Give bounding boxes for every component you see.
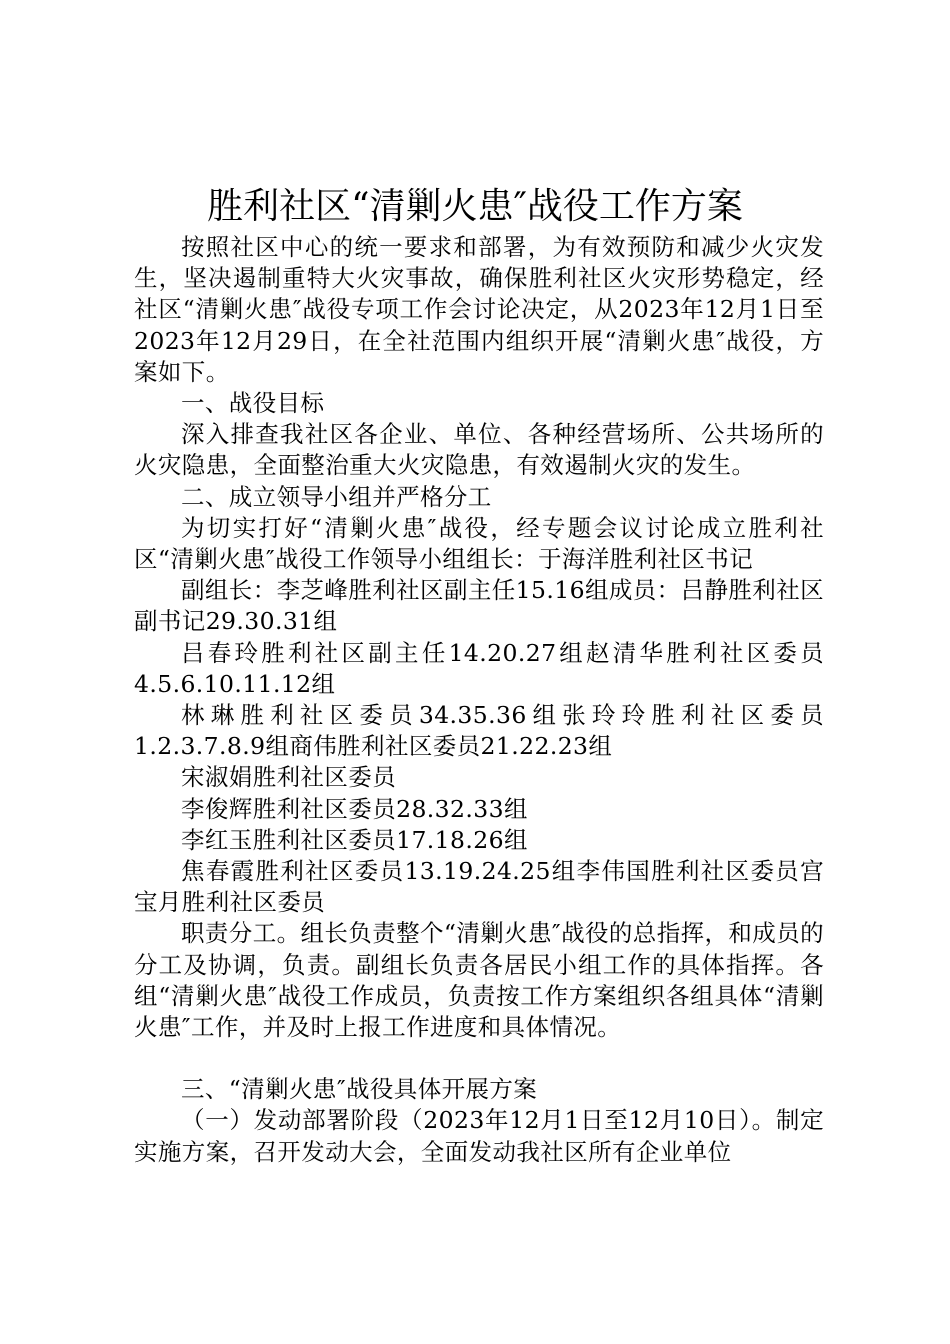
- paragraph-member-list: 李红玉胜利社区委员17.18.26组: [181, 825, 528, 854]
- paragraph-member-list: 焦春霞胜利社区委员13.19.24.25组李伟国胜利社区委员宫宝月胜利社区委员: [134, 857, 824, 917]
- paragraph-goal: 深入排查我社区各企业、单位、各种经营场所、公共场所的火灾隐患，全面整治重大火灾隐患，有效遏制火灾的发生。: [134, 420, 824, 480]
- paragraph-member-list: 林琳胜利社区委员34.35.36组张玲玲胜利社区委员1.2.3.7.8.9组商伟胜利社区委员21.22.23组: [134, 701, 824, 761]
- paragraph-deputy-leader: 副组长：李芝峰胜利社区副主任15.16组成员：吕静胜利社区副书记29.30.31组: [134, 576, 824, 636]
- document-body: [134, 232, 824, 1168]
- paragraph-member-list: 吕春玲胜利社区副主任14.20.27组赵清华胜利社区委员4.5.6.10.11.12组: [134, 638, 824, 698]
- paragraph-phase-one: （一）发动部署阶段（2023年12月1日至12月10日）。制定实施方案，召开发动大会，全面发动我社区所有企业单位: [134, 1106, 824, 1166]
- paragraph-duties: 职责分工。组长负责整个“清剿火患″战役的总指挥，和成员的分工及协调，负责。副组长负责各居民小组工作的具体指挥。各组“清剿火患″战役工作成员，负责按工作方案组织各组具体“清剿火患″工作，并及时上报工作进度和具体情况。: [134, 919, 824, 1042]
- heading-leadership-group: 二、成立领导小组并严格分工: [181, 482, 492, 511]
- paragraph-member-list: 李俊辉胜利社区委员28.32.33组: [181, 794, 528, 823]
- document-title: 胜利社区“清剿火患″战役工作方案: [207, 186, 743, 227]
- paragraph-member-list: 宋淑娟胜利社区委员: [181, 763, 397, 792]
- paragraph-group-leader: 为切实打好“清剿火患″战役，经专题会议讨论成立胜利社区“清剿火患″战役工作领导小组组长：于海洋胜利社区书记: [134, 513, 824, 574]
- heading-campaign-goal: 一、战役目标: [181, 389, 325, 418]
- heading-implementation-plan: 三、“清剿火患″战役具体开展方案: [181, 1075, 538, 1104]
- paragraph-intro: 按照社区中心的统一要求和部署，为有效预防和减少火灾发生，坚决遏制重特大火灾事故，确保胜利社区火灾形势稳定，经社区“清剿火患″战役专项工作会讨论决定，从2023年12月1日至2023年12月29日，在全社范围内组织开展“清剿火患″战役，方案如下。: [134, 233, 824, 386]
